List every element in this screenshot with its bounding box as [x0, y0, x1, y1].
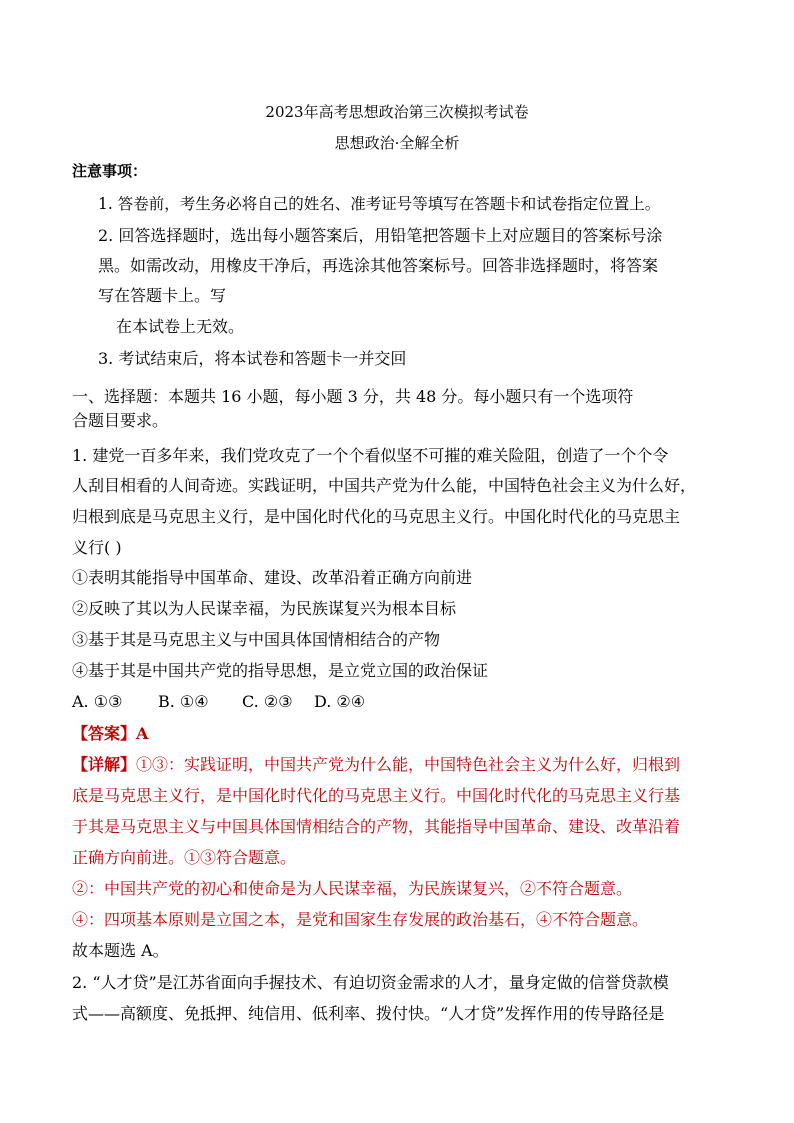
detail-text-1: ①③：实践证明，中国共产党为什么能，中国特色社会主义为什么好，归根到: [136, 755, 681, 774]
notice-item-2-line-4: 在本试卷上无效。: [116, 317, 245, 336]
detail-line-3: 于其是马克思主义与中国具体国情相结合的产物，其能指导中国革命、建设、改革沿着: [72, 817, 681, 836]
answer-line: [72, 724, 148, 744]
answer-label: 【答案】: [72, 724, 137, 743]
notice-item-3: 3. 考试结束后，将本试卷和答题卡一并交回: [98, 349, 407, 368]
question-1-options: [72, 692, 365, 712]
notice-heading: 注意事项：: [72, 162, 148, 180]
question-2-stem-line-2: 式——高额度、免抵押、纯信用、低利率、拨付快。“人才贷”发挥作用的传导路径是: [72, 1004, 665, 1023]
section-heading-line-1: 一、选择题：本题共 16 小题，每小题 3 分，共 48 分。每小题只有一个选项符: [72, 387, 634, 406]
question-1-stem-line-3: 归根到底是马克思主义行，是中国化时代化的马克思主义行。中国化时代化的马克思主: [72, 507, 681, 526]
question-1-statement-4: ④基于其是中国共产党的指导思想，是立党立国的政治保证: [72, 661, 489, 680]
question-1-stem-line-2: 人刮目相看的人间奇迹。实践证明，中国共产党为什么能，中国特色社会主义为什么好，: [72, 476, 697, 495]
option-a: A. ①③: [72, 692, 123, 711]
section-heading-line-2: 合题目要求。: [72, 411, 169, 430]
question-1-statement-3: ③基于其是马克思主义与中国具体国情相结合的产物: [72, 630, 441, 649]
notice-item-2-line-2: 黑。如需改动，用橡皮干净后，再选涂其他答案标号。回答非选择题时，将答案: [98, 256, 659, 275]
detail-line-6: ④：四项基本原则是立国之本，是党和国家生存发展的政治基石，④不符合题意。: [72, 910, 649, 929]
page-title: 2023年高考思想政治第三次模拟考试卷: [265, 103, 529, 121]
page-subtitle: 思想政治·全解全析: [334, 134, 460, 152]
question-1-statement-2: ②反映了其以为人民谋幸福，为民族谋复兴为根本目标: [72, 599, 457, 618]
question-2-stem-line-1: 2. “人才贷”是江苏省面向手握技术、有迫切资金需求的人才，量身定做的信誉贷款模: [72, 973, 669, 992]
detail-line-2: 底是马克思主义行，是中国化时代化的马克思主义行。中国化时代化的马克思主义行基: [72, 786, 681, 805]
detail-line-4: 正确方向前进。①③符合题意。: [72, 848, 297, 867]
option-c: C. ②③: [242, 692, 293, 711]
detail-line-1: [72, 755, 680, 775]
detail-label: 【详解】: [72, 755, 137, 774]
question-1-stem-line-4: 义行( ): [72, 538, 122, 557]
notice-item-2-line-3: 写在答题卡上。写: [98, 286, 227, 305]
question-1-stem-line-1: 1. 建党一百多年来，我们党攻克了一个个看似坚不可摧的难关险阻，创造了一个个令: [72, 446, 669, 465]
notice-item-2-line-1: 2. 回答选择题时，选出每小题答案后，用铅笔把答题卡上对应题目的答案标号涂: [98, 226, 663, 245]
option-b: B. ①④: [158, 692, 209, 711]
question-1-statement-1: ①表明其能指导中国革命、建设、改革沿着正确方向前进: [72, 568, 473, 587]
question-1-conclusion: 故本题选 A。: [72, 941, 169, 960]
option-d: D. ②④: [314, 692, 366, 711]
notice-item-1: 1. 答卷前，考生务必将自己的姓名、准考证号等填写在答题卡和试卷指定位置上。: [98, 195, 661, 213]
detail-line-5: ②：中国共产党的初心和使命是为人民谋幸福，为民族谋复兴，②不符合题意。: [72, 879, 633, 898]
answer-value: A: [136, 724, 149, 743]
